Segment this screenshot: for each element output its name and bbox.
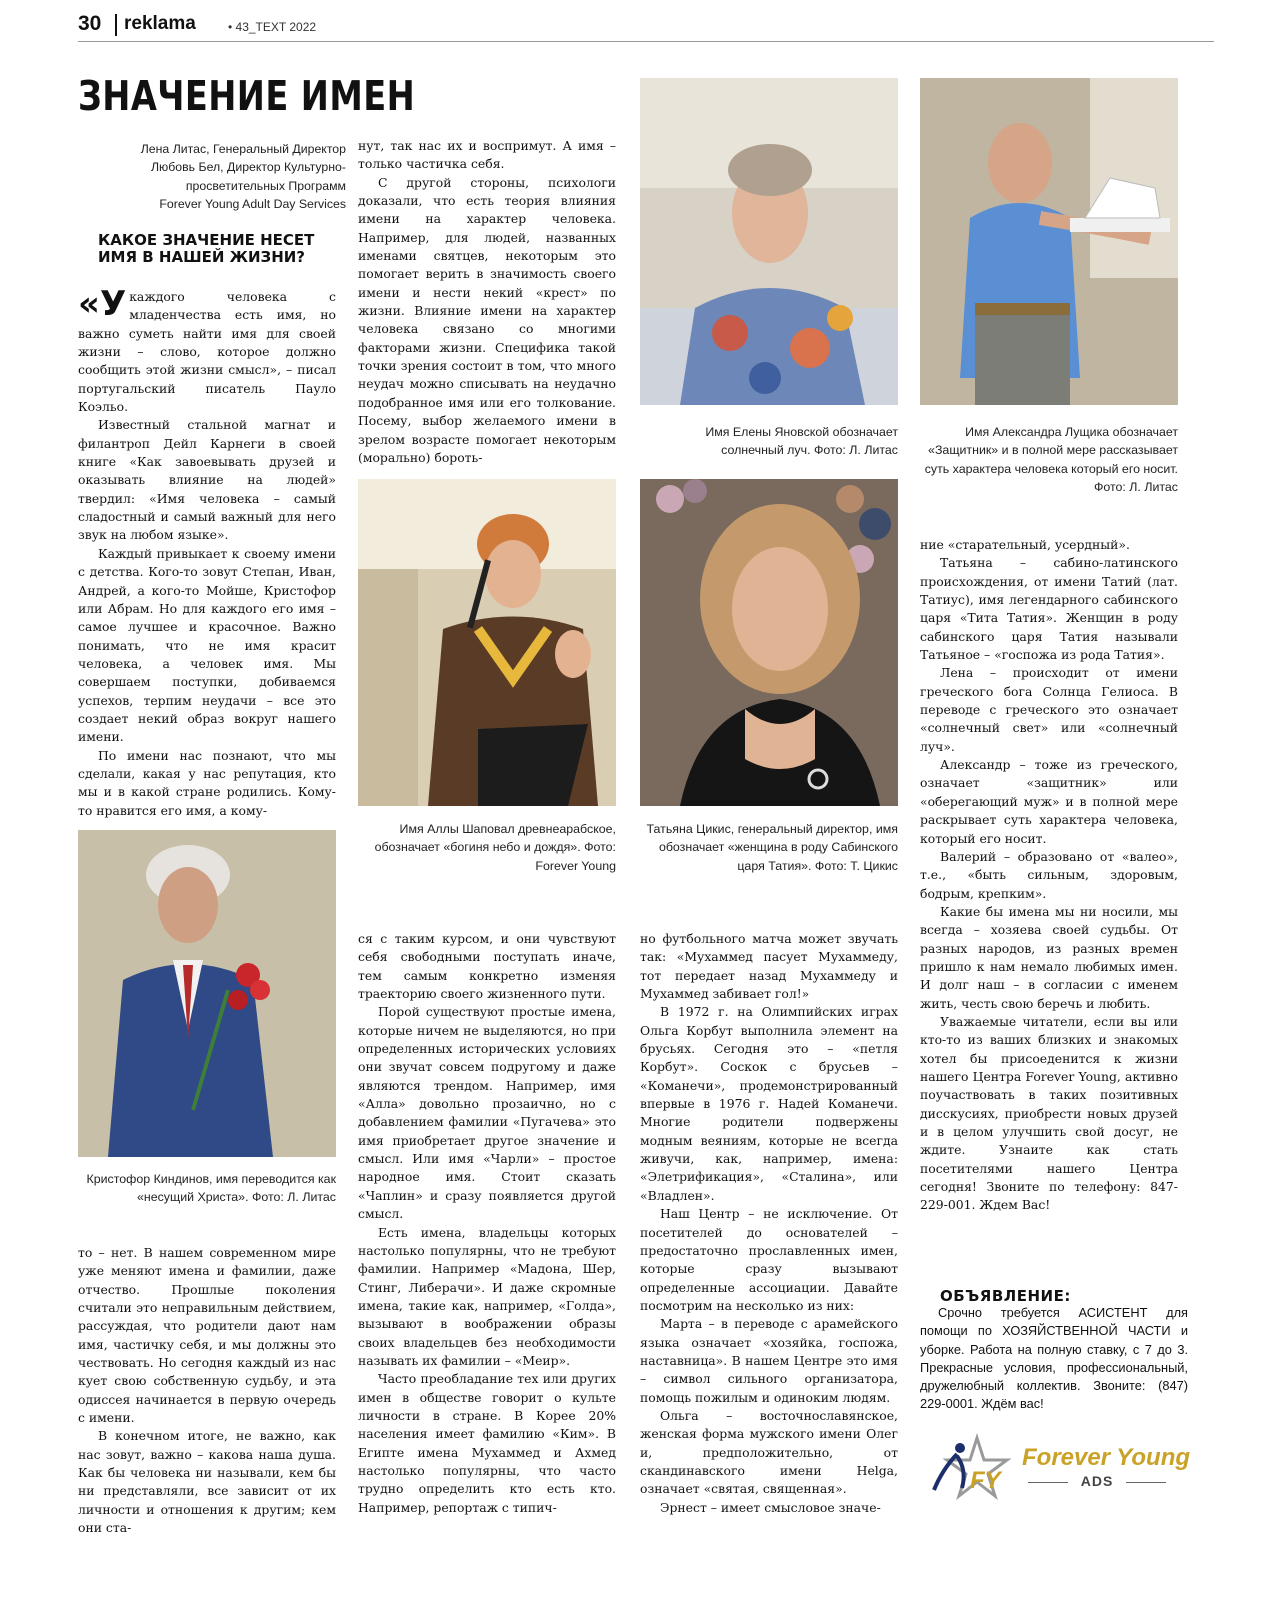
paragraph: Известный стальной магнат и филантроп Дейл Карнеги в своей книге «Как завоевывать друзей и оказывать влияние на людей» твердил: «Имя человека – самый сладостный и самый важный для него звук на любом языке». [78,417,336,543]
paragraph: Часто преобладание тех или других имен в обществе говорит о культе личности в стране. В Корее 20% населения имеет фамилию «Ким». В Египте имена Мухаммед и Ахмед настолько популярны, что часто трудно определить кто есть кто. Например, репортаж с типич- [358,1371,616,1515]
page-number: 30 [78,12,102,35]
byline [78,140,346,214]
paragraph: Александр – тоже из греческого, означает «защитник» или «оберегающий муж» и в полной мере раскрывает суть характера человека, который его носит. [920,757,1178,846]
logo-mark: FY [970,1467,1001,1494]
caption-elena: Имя Елены Яновской обозначает солнечный луч. Фото: Л. Литас [705,425,898,458]
paragraph: ние «старательный, усердный». [920,537,1130,552]
paragraph: В 1972 г. на Олимпийских играх Ольга Корбут выполнила элемент на брусьях. Сегодня это – «петля Корбут». Соскок с брусьев – «Команечи», продемонстрированный впервые в 1976 г. Надей Команечи. Многие родители подвержены модным веяниям, которые не всегда живучи, как, например, имена: «Элетрификация», «Сталина», или «Владлен». [640,1004,898,1203]
paragraph: ся с таким курсом, и они чувствуют себя свободными поступать иначе, тем самым конкретно изменяя траекторию своего жизненного пути. [358,931,616,1002]
announcement-heading: ОБЪЯВЛЕНИЕ: [940,1287,1071,1305]
paragraph: Ольга – восточнославянское, женская форма мужского имени Олег и, предположительно, от скандинавского имени Helga, означает «святая, священная». [640,1407,898,1497]
photo-kristofor [78,830,336,1157]
paragraph: но футбольного матча может звучать так: «Мухаммед пасует Мухаммеду, тот передает назад Мухаммеду и Мухаммед забивает гол!» [640,931,898,1002]
photo-alla [358,479,616,806]
text-column-2-bottom [358,930,616,1517]
forever-young-logo [922,1430,1191,1510]
paragraph: Каждый привыкает к своему имени с детства. Кого-то зовут Степан, Иван, Андрей, а кого-то Мойше, Кристофор или Абрам. Но для каждого его имя – самое лучшее и красочное. Важно понимать, что не имя красит человека, а человек имя. Мы совершаем поступки, добиваемся успехов, терпим неудачи – все это создает некий образ вокруг нашего имени. [78,545,336,745]
byline-line: просветительных Программ [185,178,346,193]
paragraph: Лена – происходит от имени греческого бога Солнца Гелиоса. В переводе с греческого это означает «солнечный свет» или «солнечный луч». [920,665,1178,754]
caption-alexander: Имя Александра Лущика обозначает «Защитник» и в полной мере рассказывает суть характера человека который его носит. Фото: Л. Литас [924,425,1178,495]
paragraph: то – нет. В нашем современном мире уже меняют имена и фамилии, даже отчество. Прошлые поколения считали это неправильным действием, рассуждая, что родители дают нам имя, частичку себя, и мы должны это чествовать. Но сегодня каждый из нас кует свою собственную судьбу, и эта одиссея начинается в первую очередь с имени. [78,1245,336,1426]
logo-sub: ADS [1022,1473,1172,1489]
text-column-2-top [358,137,616,467]
caption-kristofor: Кристофор Киндинов, имя переводится как «несущий Христа». Фото: Л. Литас [86,1172,336,1205]
paragraph: Есть имена, владельцы которых настолько популярны, что не требуют фамилии. Например «Мадона, Шер, Стинг, Либерачи». И даже скромные имена, такие как, например, «Голда», вызывают в воображении образы своих владельцев без необходимости называть их фамилии – «Меир». [358,1224,616,1368]
issue-label: • 43_TEXT 2022 [228,20,317,34]
article-title: ЗНАЧЕНИЕ ИМЕН [78,72,416,120]
caption-tatiana: Татьяна Цикис, генеральный директор, имя обозначает «женщина в роду Сабинского царя Татия». Фото: Т. Цикис [646,822,898,873]
photo-tatiana [640,479,898,806]
caption-alla: Имя Аллы Шаповал древнеарабское, обозначает «богиня небо и дождя». Фото: Forever Young [374,822,616,873]
logo-figure-icon [922,1430,1022,1510]
paragraph: нут, так нас их и воспримут. А имя – только частичка себя. [358,138,616,172]
drop-quote: «У [78,284,127,324]
text-column-3-bottom [640,930,898,1517]
byline-line: Любовь Бел, Директор Культурно- [150,160,346,175]
paragraph: С другой стороны, психологи доказали, что есть теория влияния имени на характер человека. Например, для людей, названных именами святцев, некоторым это помогает верить в значимость своего имени и нести некий «крест» по жизни. Влияние имени на характер человека связано со многими факторами жизни. Специфика такой точки зрения состоит в том, что много неудач можно списывать на неудачно подобранное имя или его толкование. Посему, выбор желаемого имени в зрелом возрасте помогает некоторым (морально) бороть- [358,174,616,465]
byline-line: Forever Young Adult Day Services [159,197,346,212]
text-column-4 [920,536,1178,1215]
paragraph: Уважаемые читатели, если вы или кто-то из ваших близких и знакомых хотел бы присоеденится к жизни нашего Центра Forever Young, активно поучаствовать в таких позитивных дисскусиях, приобрести новых друзей и в целом улучшить свой досуг, не ждите. Узнаите как стать посетителями нашего Центра сегодня! Звоните по телефону: 847-229-001. Ждем Вас! [920,1013,1178,1213]
photo-elena [640,78,898,405]
text-column-1-bottom [78,1244,336,1538]
announcement-text: Срочно требуется АСИСТЕНТ для помощи по ХОЗЯЙСТВЕННОЙ ЧАСТИ и уборке. Работа на полную ставку, с 7 до 3. Прекрасные условия, профессиональный, дружелюбный коллектив. Звоните: (847) 229-0001. Ждём вас! [920,1305,1188,1412]
paragraph: «Укаждого человека с младенчества есть имя, но важно суметь найти имя для своей жизни – слово, которое должно сообщить этой жизни смысл», – писал португальский писатель Пауло Коэльо. [78,284,336,415]
paragraph: Наш Центр – не исключение. От посетителей до основателей – предостаточно прославленных имен, которые сразу вызывают определенные ассоциации. Давайте посмотрим на несколько из них: [640,1206,898,1313]
text-column-1-top [78,284,336,820]
paragraph: Татьяна – сабино-латинского происхождения, от имени Татий (лат. Татиус), имя легендарного сабинского царя «Тита Татия». Женщин в роду сабинского царя Татия называли Татьяное – «госпожа из рода Татия». [920,555,1178,663]
paragraph: Порой существуют простые имена, которые ничем не выделяются, но при определенных исторических условиях они звучат совсем подругому и даже являются трендом. Например, имя «Алла» довольно прозаично, но с добавлением фамилии «Пугачева» это имя приобретает другое значение и смысл. Или имя «Чарли» – простое народное имя. Стоит сказать «Чаплин» и сразу появляется другой смысл. [358,1004,616,1222]
logo-brand: Forever Young [1022,1444,1191,1471]
subheading: КАКОЕ ЗНАЧЕНИЕ НЕСЕТ ИМЯ В НАШЕЙ ЖИЗНИ? [98,231,315,266]
byline-line: Лена Литас, Генеральный Директор [140,142,346,156]
paragraph: В конечном итоге, не важно, как нас зовут, важно – какова наша душа. Как бы человека ни называли, кем бы ни представляли, все зависит от их личности и отношения к другим; кем они ста- [78,1428,336,1536]
header-divider [115,14,117,36]
paragraph: По имени нас познают, что мы сделали, какая у нас репутация, кто мы и в какой стране родились. Кому-то нравится его имя, а кому- [78,747,336,818]
paragraph: Валерий – образовано от «валео», т.е., «быть сильным, здоровым, бодрым, крепким». [920,848,1178,901]
paragraph: Марта – в переводе с арамейского языка означает «хозяйка, госпожа, наставница». В нашем Центре это имя – символ сильного организатора, помощь пожилым и одиноким людям. [640,1316,898,1405]
page-header [78,12,1214,42]
paragraph: Эрнест – имеет смысловое значе- [660,1499,881,1515]
section-name: reklama [124,13,196,34]
paragraph: Какие бы имена мы ни носили, мы всегда – хозяева своей судьбы. От разных народов, из разных времен пришло к нам немало любимых имен. И долг наш – в согласии с именем жить, честь свою беречь и любить. [920,903,1178,1011]
announcement [920,1304,1188,1414]
photo-alexander [920,78,1178,405]
